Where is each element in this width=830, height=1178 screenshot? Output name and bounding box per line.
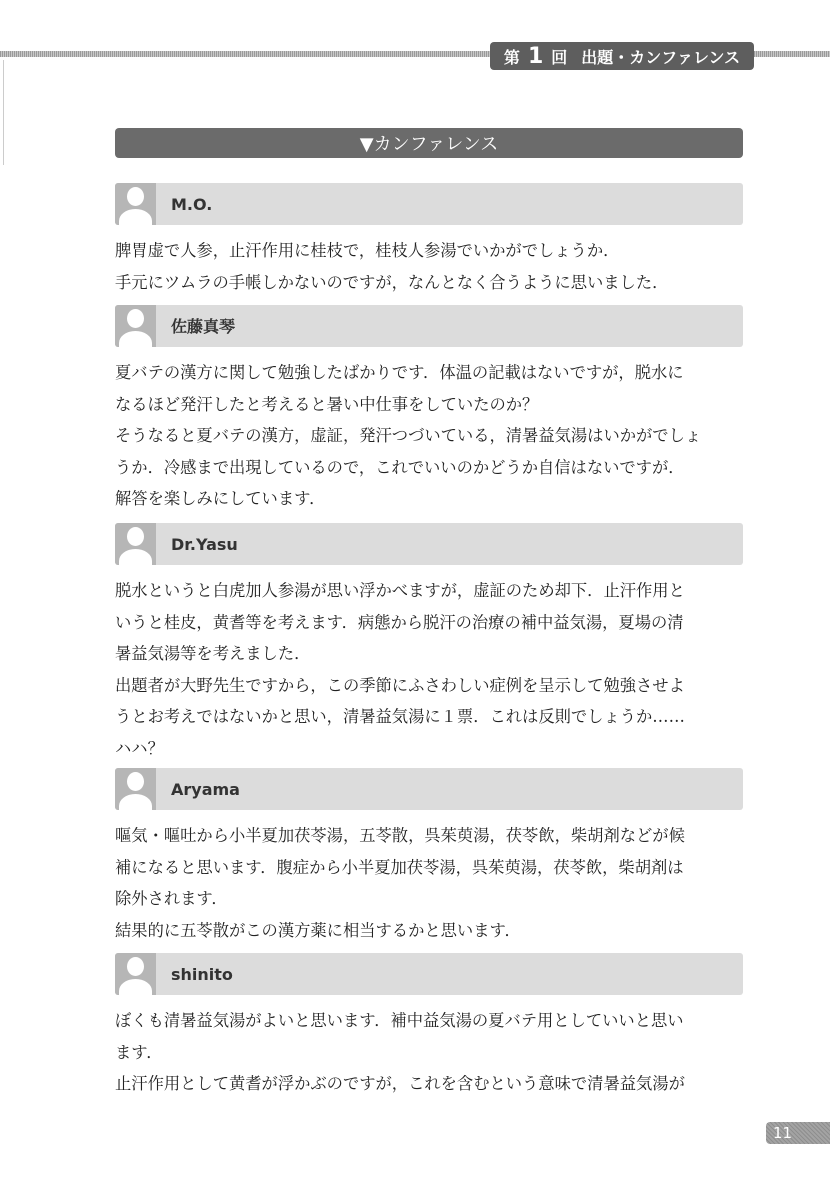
chapter-suffix: 回 bbox=[551, 47, 568, 67]
comment-line: 暑益気湯等を考えました． bbox=[115, 644, 311, 663]
comment-line: なるほど発汗したと考えると暑い中仕事をしていたのか？ bbox=[115, 394, 539, 414]
avatar-icon bbox=[115, 768, 156, 810]
chapter-number: 1 bbox=[527, 43, 544, 69]
comment-body bbox=[115, 357, 755, 515]
avatar-icon bbox=[115, 183, 156, 225]
avatar-icon bbox=[115, 953, 156, 995]
page-number: 11 bbox=[766, 1122, 830, 1144]
comment-header bbox=[115, 953, 743, 995]
chapter-prefix: 第 bbox=[503, 47, 520, 67]
comment-line: 脾胃虚で人参，止汗作用に桂枝で，桂枝人参湯でいかがでしょうか． bbox=[115, 241, 620, 260]
comment-line: 除外されます． bbox=[115, 889, 228, 908]
comment-line: 解答を楽しみにしています． bbox=[115, 489, 326, 508]
comment-line: うか．冷感まで出現しているので，これでいいのかどうか自信はないですが． bbox=[115, 457, 685, 477]
margin-rule bbox=[3, 60, 4, 165]
comment-line: 脱水というと白虎加人参湯が思い浮かべますが，虚証のため却下．止汗作用と bbox=[115, 581, 685, 600]
comment-header bbox=[115, 305, 743, 347]
comment-author: Aryama bbox=[171, 780, 240, 799]
comment-line: そうなると夏バテの漢方，虚証，発汗つづいている，清暑益気湯はいかがでしょ bbox=[115, 426, 702, 445]
comment-header bbox=[115, 768, 743, 810]
chapter-tab bbox=[490, 42, 754, 70]
comment-line: いうと桂皮，黄耆等を考えます．病態から脱汗の治療の補中益気湯，夏場の清 bbox=[115, 612, 684, 632]
comment-header bbox=[115, 183, 743, 225]
comment-line: ぼくも清暑益気湯がよいと思います．補中益気湯の夏バテ用としていいと思い bbox=[115, 1011, 684, 1030]
comment-header bbox=[115, 523, 743, 565]
comment-body bbox=[115, 820, 755, 946]
comment-line: うとお考えではないかと思い，清暑益気湯に１票．これは反則でしょうか…… bbox=[115, 707, 685, 726]
comment-author: 佐藤真琴 bbox=[171, 317, 236, 336]
chapter-title: 出題・カンファレンス bbox=[581, 47, 741, 67]
comment-line: 結果的に五苓散がこの漢方薬に相当するかと思います． bbox=[115, 920, 521, 940]
comment-author: Dr.Yasu bbox=[171, 535, 238, 554]
avatar-icon bbox=[115, 305, 156, 347]
comment-line: 補になると思います．腹症から小半夏加茯苓湯，呉茱萸湯，茯苓飲，柴胡剤は bbox=[115, 857, 684, 877]
avatar-icon bbox=[115, 523, 156, 565]
comment-author: shinito bbox=[171, 965, 233, 984]
comment-line: 出題者が大野先生ですから，この季節にふさわしい症例を呈示して勉強させよ bbox=[115, 675, 685, 695]
comment-author: M.O. bbox=[171, 195, 213, 214]
comment-body bbox=[115, 235, 755, 298]
comment-line: ます． bbox=[115, 1042, 163, 1062]
comment-line: 嘔気・嘔吐から小半夏加茯苓湯，五苓散，呉茱萸湯，茯苓飲，柴胡剤などが候 bbox=[115, 826, 685, 845]
section-heading: ▼カンファレンス bbox=[115, 128, 743, 158]
comment-line: 夏バテの漢方に関して勉強したばかりです．体温の記載はないですが，脱水に bbox=[115, 363, 684, 382]
comment-line: ハハ？ bbox=[115, 738, 164, 758]
comment-line: 止汗作用として黄耆が浮かぶのですが，これを含むという意味で清暑益気湯が bbox=[115, 1074, 685, 1093]
comment-line: 手元にツムラの手帳しかないのですが，なんとなく合うように思いました． bbox=[115, 272, 669, 292]
comment-body bbox=[115, 575, 755, 764]
comment-body bbox=[115, 1005, 755, 1100]
